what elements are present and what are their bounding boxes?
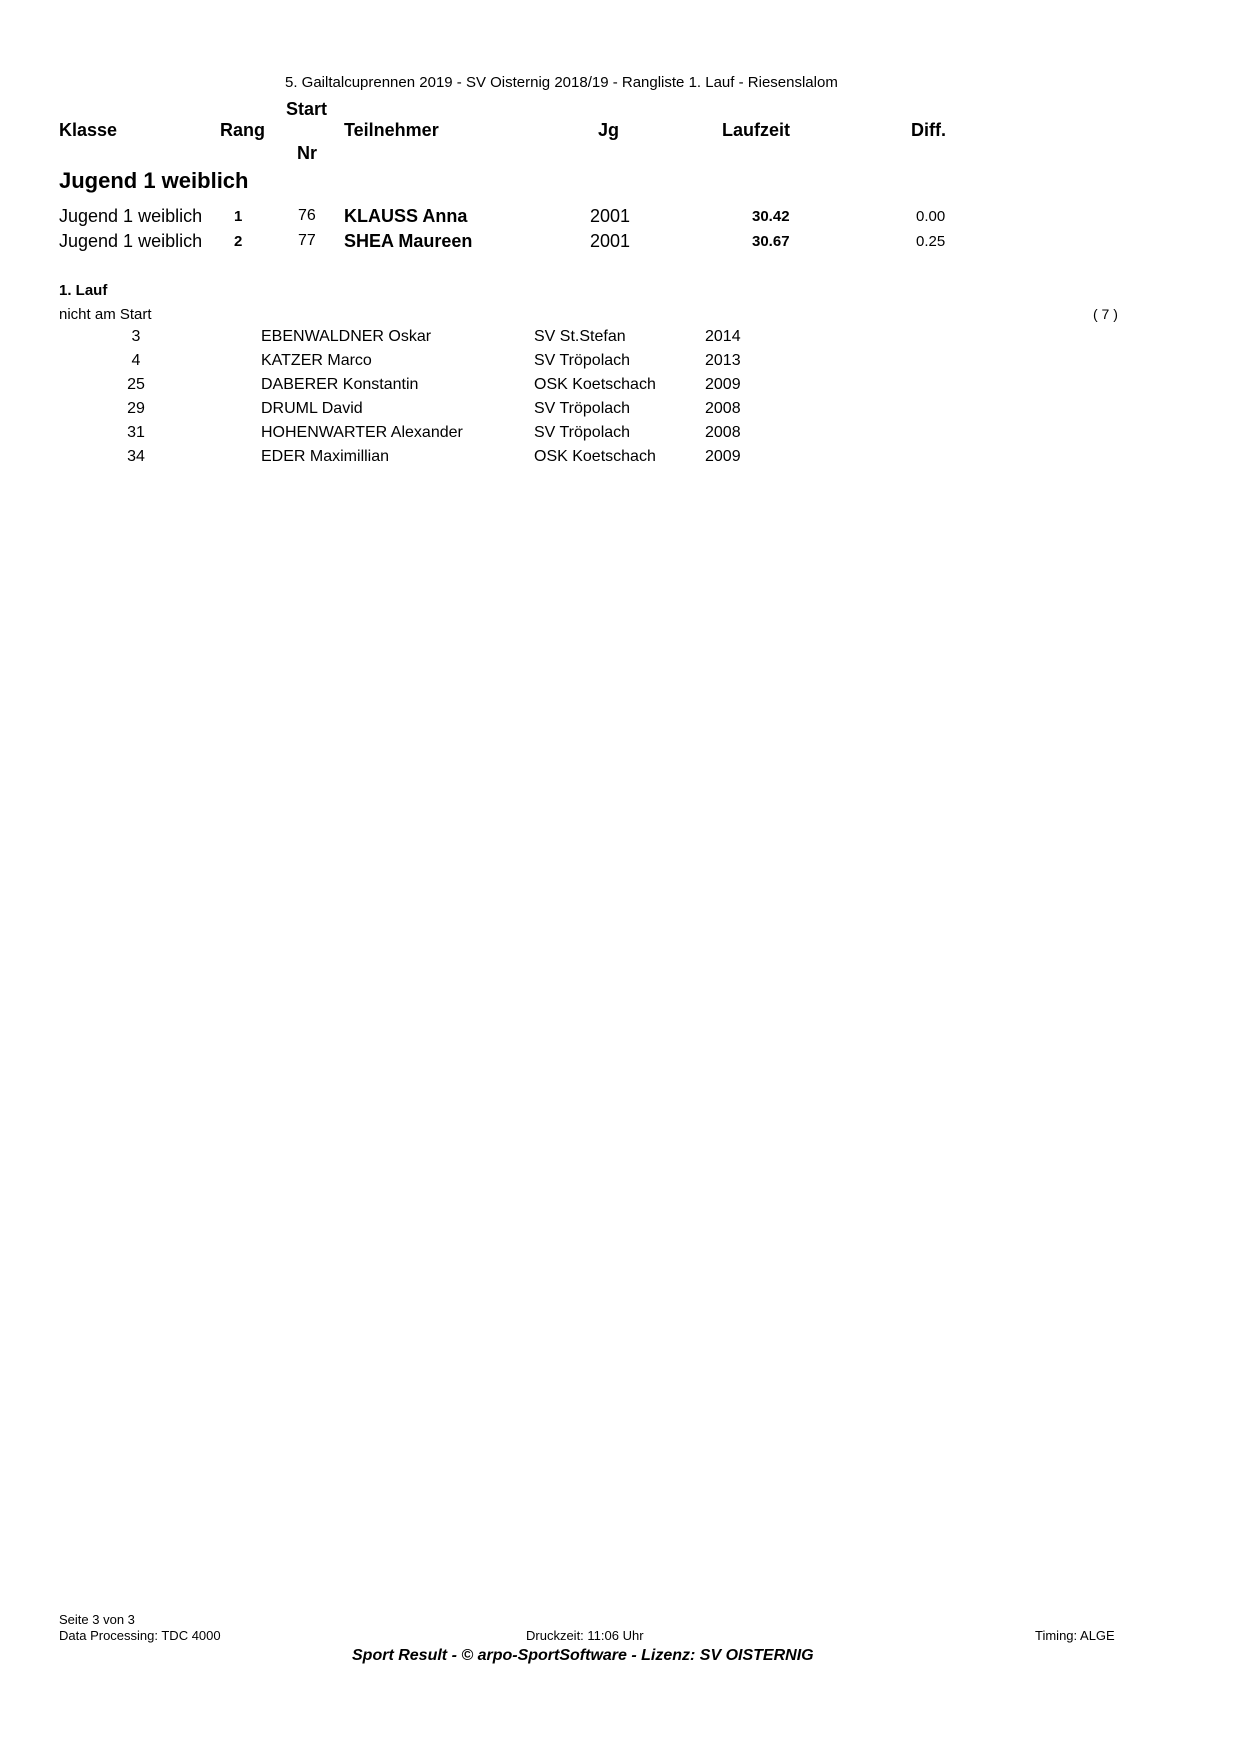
- print-time: Druckzeit: 11:06 Uhr: [526, 1628, 644, 1643]
- result-name: KLAUSS Anna: [344, 206, 468, 226]
- dns-nr: 34: [127, 448, 145, 465]
- dns-club: OSK Koetschach: [534, 448, 656, 465]
- dns-nr: 25: [127, 376, 145, 393]
- dns-year: 2008: [705, 424, 741, 441]
- result-jg: 2001: [590, 231, 631, 251]
- dns-row: [0, 400, 1240, 422]
- run-label: 1. Lauf: [59, 282, 108, 299]
- dns-year: 2008: [705, 400, 741, 417]
- dns-name: KATZER Marco: [261, 352, 372, 369]
- dns-name: HOHENWARTER Alexander: [261, 424, 463, 441]
- dns-club: SV Tröpolach: [534, 400, 631, 417]
- column-header-diff: Diff.: [911, 120, 946, 140]
- result-name: SHEA Maureen: [344, 231, 473, 251]
- dns-row: [0, 376, 1240, 398]
- dns-count: ( 7 ): [1093, 306, 1118, 322]
- dns-year: 2009: [705, 448, 741, 465]
- dns-label: nicht am Start: [59, 306, 152, 323]
- data-processing: Data Processing: TDC 4000: [59, 1628, 221, 1643]
- dns-club: SV St.Stefan: [534, 328, 626, 345]
- column-header-klasse: Klasse: [59, 120, 118, 140]
- dns-name: DRUML David: [261, 400, 363, 417]
- column-header-nr: Nr: [297, 143, 318, 163]
- dns-row: [0, 424, 1240, 446]
- column-header-jg: Jg: [598, 120, 620, 140]
- dns-club: SV Tröpolach: [534, 352, 631, 369]
- column-header-rang: Rang: [220, 120, 265, 140]
- dns-nr: 4: [131, 352, 141, 369]
- result-klasse: Jugend 1 weiblich: [59, 231, 203, 251]
- result-klasse: Jugend 1 weiblich: [59, 206, 203, 226]
- dns-club: SV Tröpolach: [534, 424, 631, 441]
- dns-year: 2009: [705, 376, 741, 393]
- dns-nr: 3: [131, 328, 141, 345]
- result-diff: 0.25: [916, 233, 946, 250]
- license-line: Sport Result - © arpo-SportSoftware - Lizenz: SV OISTERNIG: [352, 1647, 814, 1664]
- result-laufzeit: 30.67: [752, 233, 790, 250]
- dns-row: [0, 352, 1240, 374]
- dns-row: [0, 328, 1240, 350]
- result-laufzeit: 30.42: [752, 208, 790, 225]
- dns-name: EBENWALDNER Oskar: [261, 328, 432, 345]
- dns-name: EDER Maximillian: [261, 448, 390, 465]
- column-header-teilnehmer: Teilnehmer: [344, 120, 439, 140]
- result-nr: 76: [298, 207, 316, 224]
- page-number: Seite 3 von 3: [59, 1612, 135, 1627]
- result-row: [0, 231, 1240, 256]
- document-title: 5. Gailtalcuprennen 2019 - SV Oisternig 2018/19 - Rangliste 1. Lauf - Riesenslalom: [285, 74, 838, 91]
- group-title: Jugend 1 weiblich: [59, 168, 249, 193]
- column-header-start: Start: [286, 99, 328, 119]
- dns-club: OSK Koetschach: [534, 376, 656, 393]
- result-rang: 2: [234, 233, 243, 250]
- dns-name: DABERER Konstantin: [261, 376, 419, 393]
- timing-info: Timing: ALGE: [1035, 1628, 1115, 1643]
- result-jg: 2001: [590, 206, 631, 226]
- dns-nr: 29: [127, 400, 145, 417]
- dns-row: [0, 448, 1240, 470]
- dns-nr: 31: [127, 424, 145, 441]
- dns-year: 2014: [705, 328, 741, 345]
- result-row: [0, 206, 1240, 231]
- result-nr: 77: [298, 232, 316, 249]
- result-rang: 1: [234, 208, 243, 225]
- column-header-laufzeit: Laufzeit: [722, 120, 791, 140]
- dns-year: 2013: [705, 352, 741, 369]
- result-diff: 0.00: [916, 208, 946, 225]
